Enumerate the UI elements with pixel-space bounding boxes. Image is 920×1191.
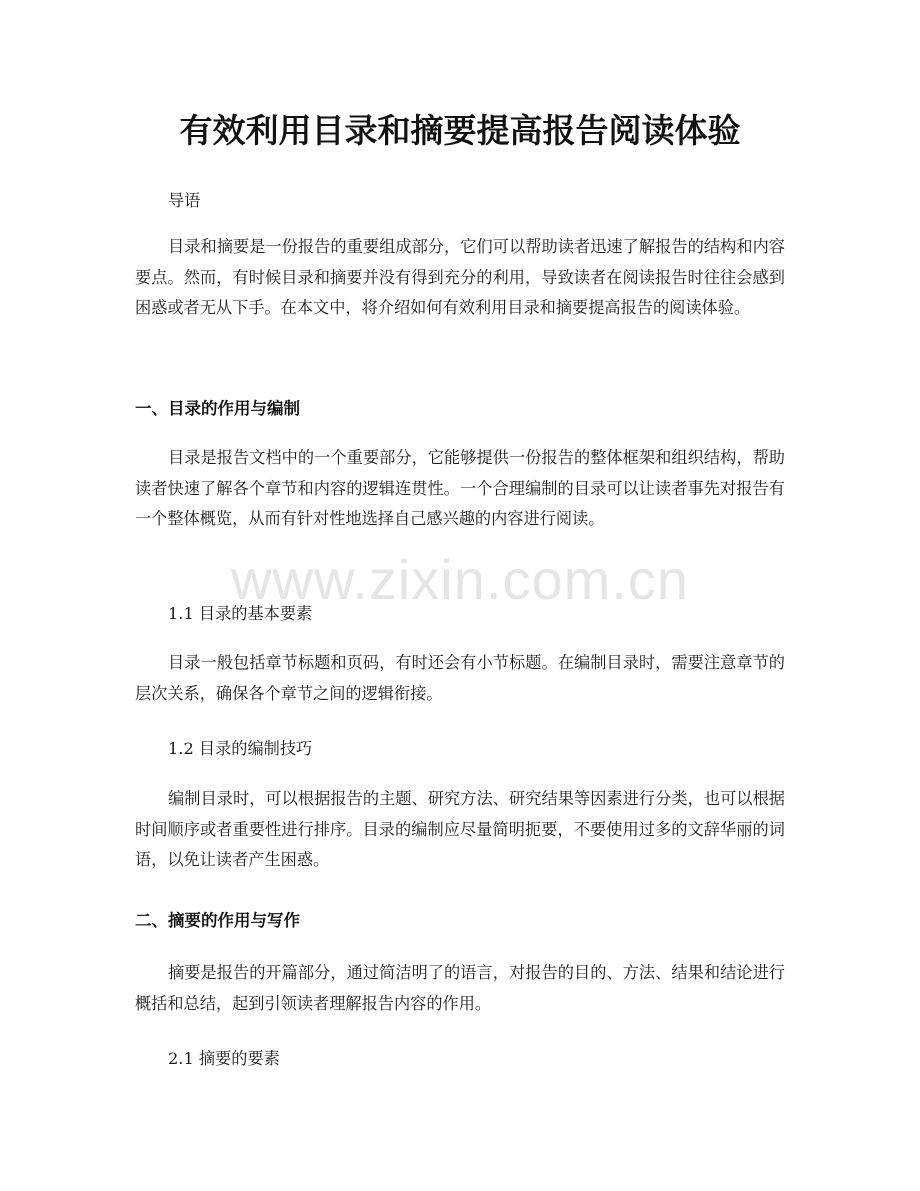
subsection-1-1-heading: 1.1 目录的基本要素 [168,604,313,623]
intro-paragraph: 目录和摘要是一份报告的重要组成部分，它们可以帮助读者迅速了解报告的结构和内容要点。然而，有时候目录和摘要并没有得到充分的利用，导致读者在阅读报告时往往会感到困惑或者无从下手。在本文中，将介绍如何有效利用目录和摘要提高报告的阅读体验。 [135,237,785,317]
section-1-paragraph: 目录是报告文档中的一个重要部分，它能够提供一份报告的整体框架和组织结构，帮助读者快速了解各个章节和内容的逻辑连贯性。一个合理编制的目录可以让读者事先对报告有一个整体概览，从而有针对性地选择自己感兴趣的内容进行阅读。 [135,448,785,528]
subsection-1-2-paragraph: 编制目录时，可以根据报告的主题、研究方法、研究结果等因素进行分类，也可以根据时间顺序或者重要性进行排序。目录的编制应尽量简明扼要，不要使用过多的文辞华丽的词语，以免让读者产生困惑。 [135,789,785,869]
section-2-paragraph: 摘要是报告的开篇部分，通过简洁明了的语言，对报告的目的、方法、结果和结论进行概括和总结，起到引领读者理解报告内容的作用。 [135,963,785,1013]
subsection-1-2-heading: 1.2 目录的编制技巧 [168,739,313,758]
subsection-1-1-paragraph: 目录一般包括章节标题和页码，有时还会有小节标题。在编制目录时，需要注意章节的层次关系，确保各个章节之间的逻辑衔接。 [135,653,785,703]
section-2-heading: 二、摘要的作用与写作 [135,911,300,930]
watermark-text: www.zixin.com.cn [231,548,689,611]
intro-label: 导语 [168,191,201,210]
section-1-heading: 一、目录的作用与编制 [135,399,300,418]
subsection-2-1-heading: 2.1 摘要的要素 [168,1049,280,1068]
page-title: 有效利用目录和摘要提高报告阅读体验 [179,111,741,150]
